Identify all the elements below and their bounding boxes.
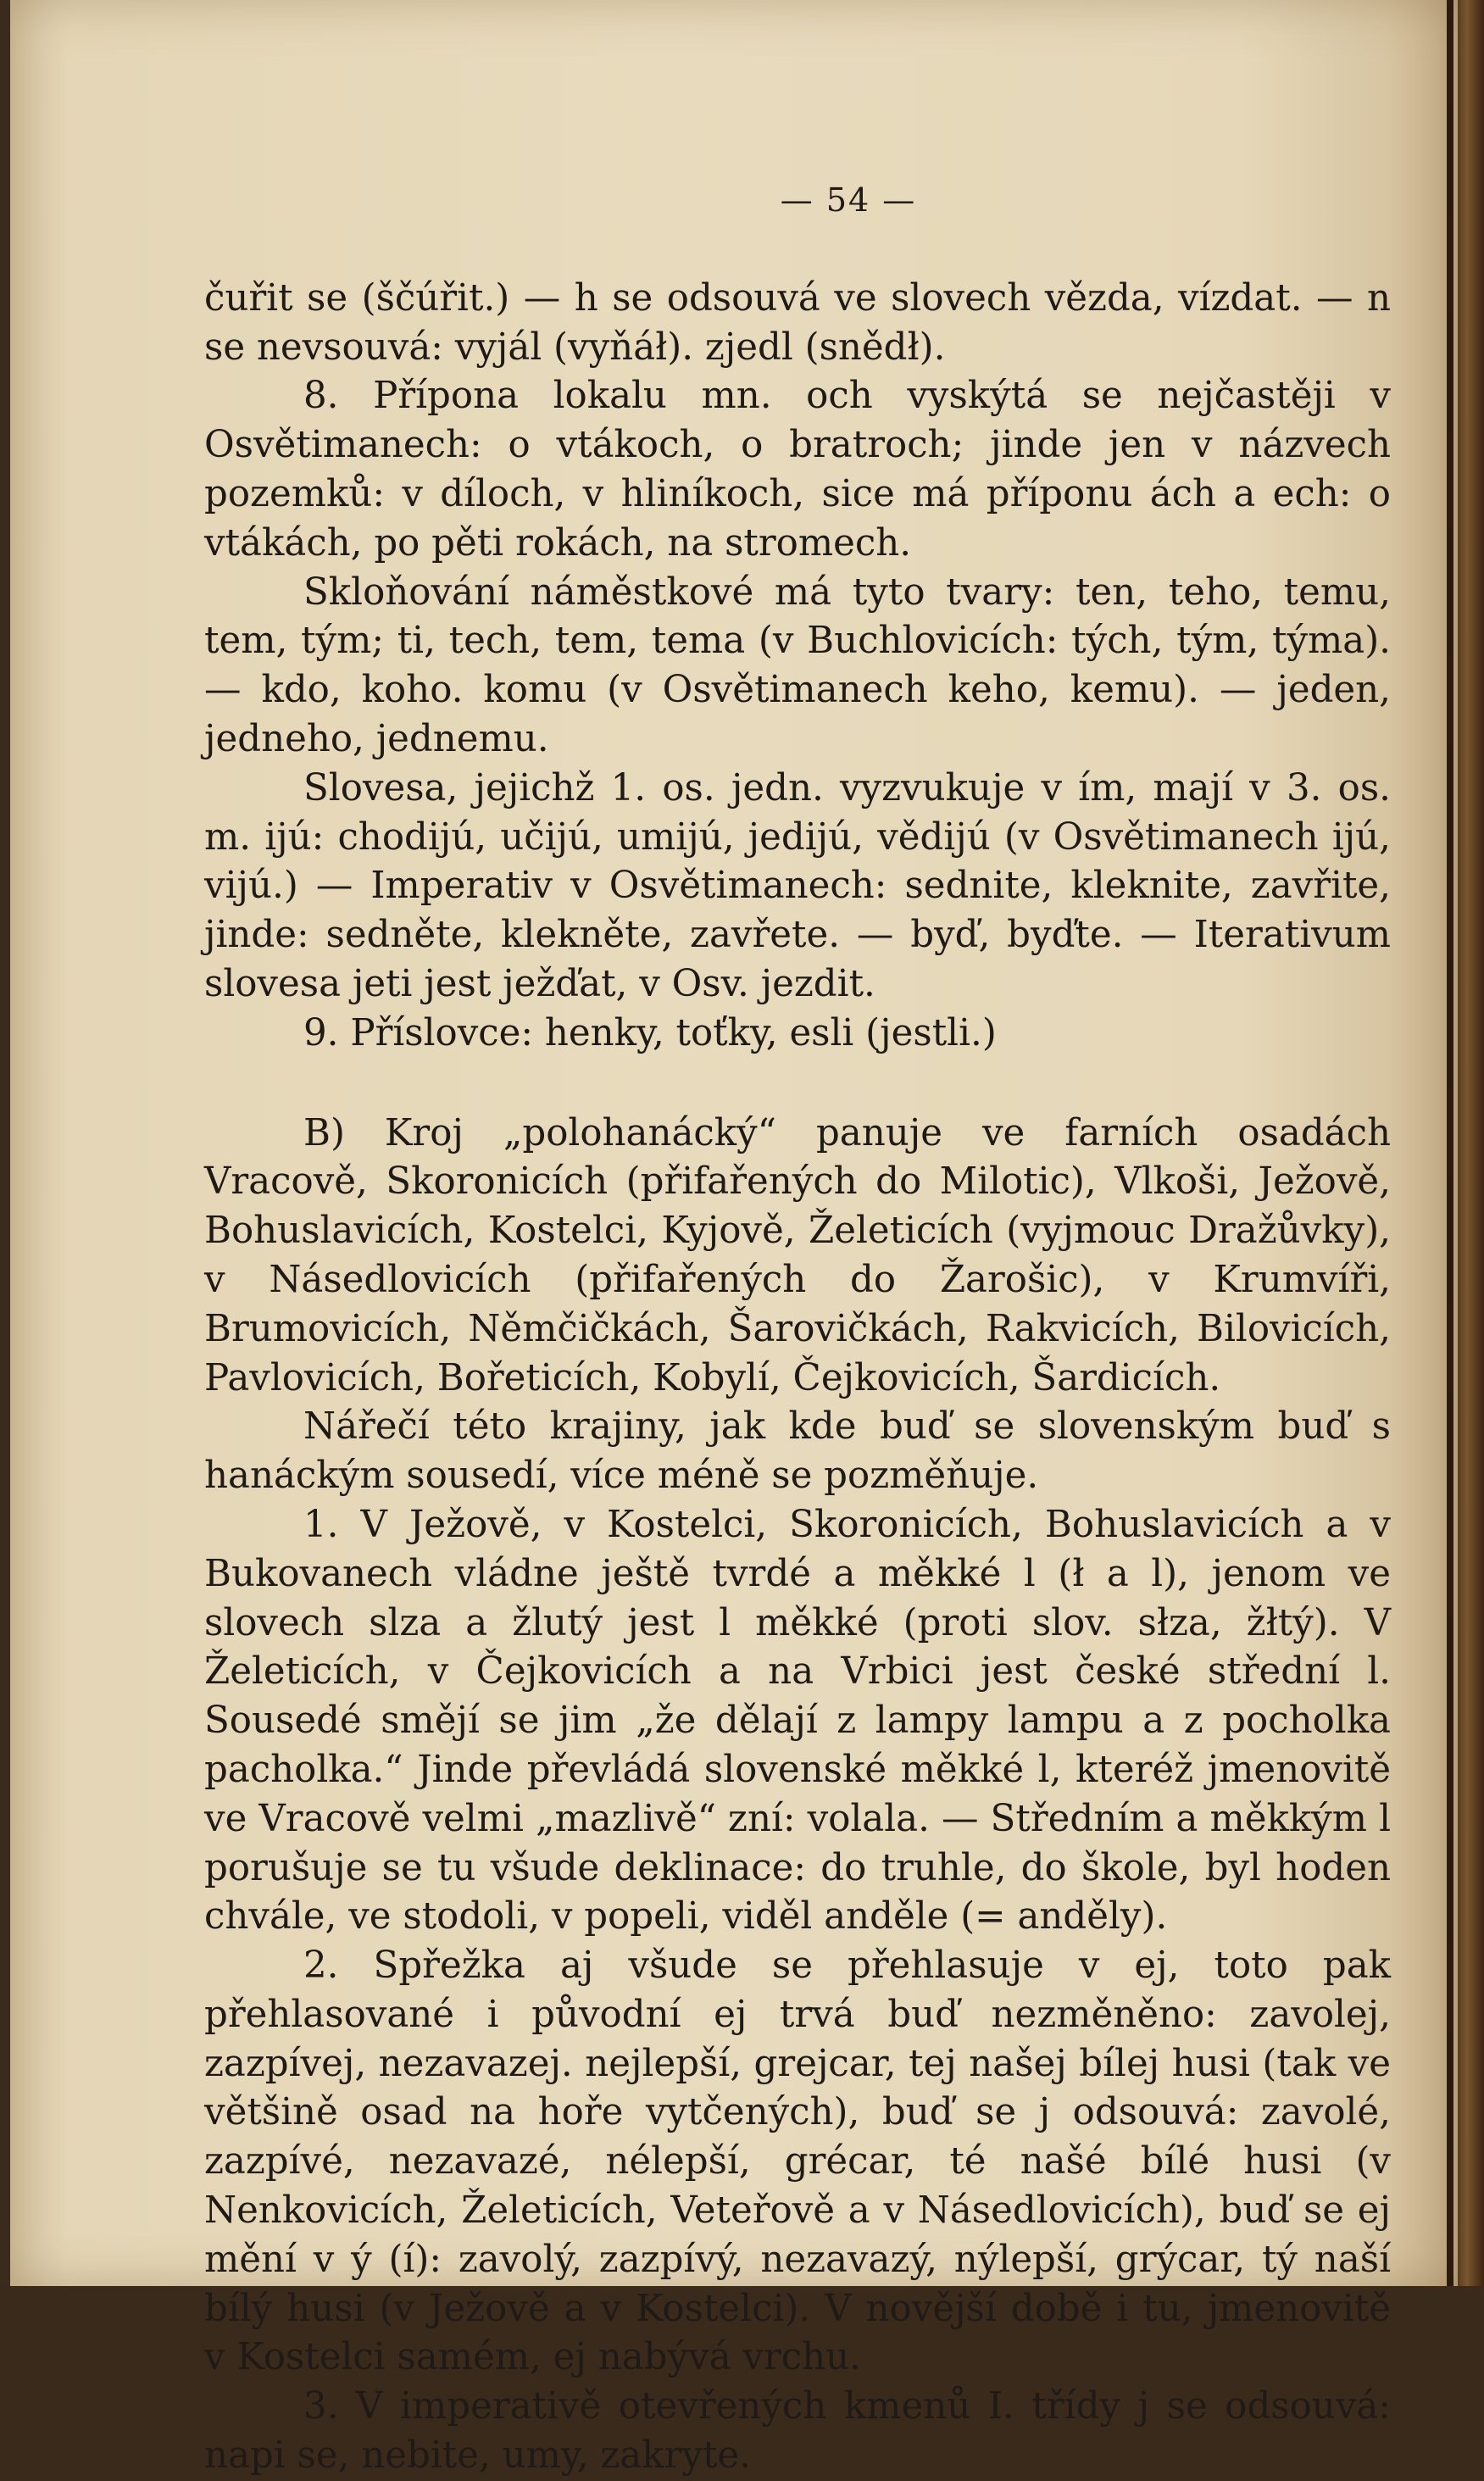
- paragraph: Nářečí této krajiny, jak kde buď se slovenským buď s hanáckým sousedí, více méně se pozměňuje.: [204, 1405, 1391, 1498]
- page-paper: [10, 0, 1458, 2478]
- book-binding-edge: [1458, 0, 1484, 2286]
- paragraph: 1. V Ježově, v Kostelci, Skoronicích, Bohuslavicích a v Bukovanech vládne ještě tvrdé a měkké l (ł a l), jenom ve slovech slza a žlutý jest l měkké (proti slov. słza, žłtý). V Želeticích, v Čejkovicích a na Vrbici jest české střední l. Sousedé smějí se jim „že dělají z lampy lampu a z pocholka pacholka.“ Jinde převládá slovenské měkké l, kteréž jmenovitě ve Vracově velmi „mazlivě“ zní: volala. — Středním a měkkým l porušuje se tu všude deklinace: do truhle, do škole, byl hoden chvále, ve stodoli, v popeli, viděl anděle (= anděly).: [204, 1503, 1391, 1939]
- paragraph: 9. Příslovce: henky, toťky, esli (jestli.): [303, 1011, 997, 1054]
- page-number: — 54 —: [780, 181, 917, 219]
- paragraph: Slovesa, jejichž 1. os. jedn. vyzvukuje v ím, mají v 3. os. m. ijú: chodijú, učijú, umijú, jedijú, vědijú (v Osvětimanech ijú, vijú.) — Imperativ v Osvětimanech: sednite, kleknite, zavřite, jinde: sedněte, klekněte, zavřete. — byď, byďte. — Iterativum slovesa jeti jest ježďat, v Osv. jezdit.: [204, 766, 1391, 1005]
- page-text-block: [204, 176, 1391, 2481]
- page-gutter: [1447, 0, 1453, 2286]
- paragraph: Skloňování náměstkové má tyto tvary: ten, teho, temu, tem, tým; ti, tech, tem, tema (v Buchlovicích: tých, tým, týma). — kdo, koho. komu (v Osvětimanech keho, kemu). — jeden, jedneho, jednemu.: [204, 570, 1391, 760]
- paragraph: čuřit se (ščúřit.) — h se odsouvá ve slovech vězda, vízdat. — n se nevsouvá: vyjál (vyňáł). zjedl (snědł).: [204, 276, 1391, 369]
- paragraph: 2. Spřežka aj všude se přehlasuje v ej, toto pak přehlasované i původní ej trvá buď nezměněno: zavolej, zazpívej, nezavazej. nejlepší, grejcar, tej našej bílej husi (tak ve většině osad na hoře vytčených), buď se j odsouvá: zavolé, zazpívé, nezavazé, nélepší, grécar, té našé bílé husi (v Nenkovicích, Želeticích, Veteřově a v Násedlovicích), buď se ej mění v ý (í): zavolý, zazpívý, nezavazý, nýlepší, grýcar, tý naší bílý husi (v Ježově a v Kostelci). V novější době i tu, jmenovitě v Kostelci samém, ej nabývá vrchu.: [204, 1944, 1391, 2379]
- paragraph: 3. V imperativě otevřených kmenů I. třídy j se odsouvá: napi se, nebite, umy, zakryte.: [204, 2385, 1391, 2478]
- paragraph: B) Kroj „polohanácký“ panuje ve farních osadách Vracově, Skoronicích (přifařených do Milotic), Vlkoši, Ježově, Bohuslavicích, Kostelci, Kyjově, Želeticích (vyjmouc Dražůvky), v Násedlovicích (přifařených do Žarošic), v Krumvíři, Brumovicích, Němčičkách, Šarovičkách, Rakvicích, Bilovicích, Pavlovicích, Bořeticích, Kobylí, Čejkovicích, Šardicích.: [204, 1111, 1391, 1399]
- paragraph: 8. Přípona lokalu mn. och vyskýtá se nejčastěji v Osvětimanech: o vtákoch, o bratroch; jinde jen v názvech pozemků: v díloch, v hliníkoch, sice má příponu ách a ech: o vtákách, po pěti rokách, na stromech.: [204, 375, 1391, 565]
- section-gap: [204, 1059, 1391, 1110]
